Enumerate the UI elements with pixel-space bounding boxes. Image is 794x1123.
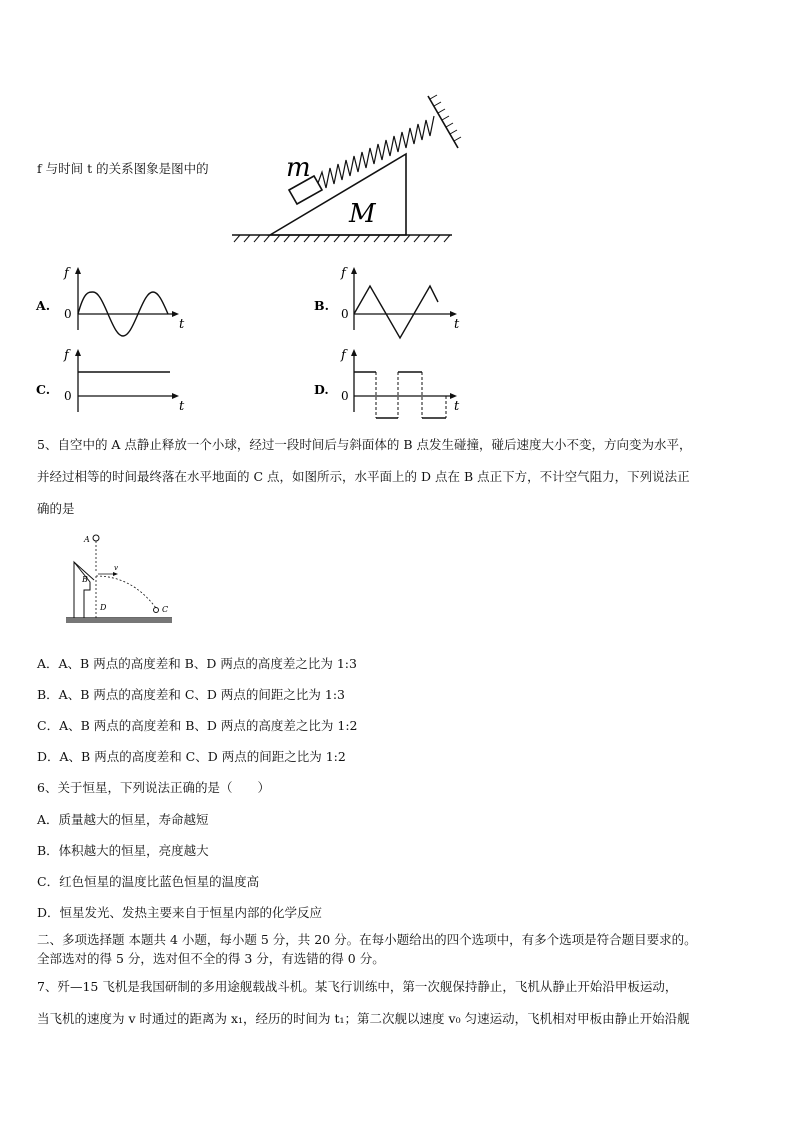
graph-C [36,348,196,416]
svg-text:A.: A. [36,298,51,313]
svg-text:v: v [114,564,118,572]
label-m: m [286,153,311,183]
incline-spring-figure [0,0,794,260]
svg-text:t: t [179,399,185,414]
svg-text:f: f [64,266,69,281]
section2-line-2: 全部选对的得 5 分，选对但不全的得 3 分，有选错的得 0 分。 [37,951,385,966]
q7-line-1: 7、歼—15 飞机是我国研制的多用途舰载战斗机。某飞行训练中，第一次舰保持静止，飞机从静止开始沿甲板运动， [37,979,678,994]
svg-text:f: f [64,348,69,363]
svg-text:0: 0 [64,307,72,321]
svg-text:t: t [179,317,185,332]
q5-line-1: 5、自空中的 A 点静止释放一个小球，经过一段时间后与斜面体的 B 点发生碰撞，碰后速度大小不变，方向变为水平， [37,437,692,452]
q5-line-3: 确的是 [37,501,75,516]
svg-text:D: D [100,603,107,612]
q5-option-c: C．A、B 两点的高度差和 B、D 两点的高度差之比为 1:2 [37,718,358,733]
label-M: M [349,199,376,229]
square-wave [354,372,446,418]
q5-figure [60,530,180,640]
q6-option-c: C．红色恒星的温度比蓝色恒星的温度高 [37,874,260,889]
q6-option-b: B．体积越大的恒星，亮度越大 [37,843,209,858]
q6-option-a: A．质量越大的恒星，寿命越短 [37,812,209,827]
q6-option-d: D．恒星发光、发热主要来自于恒星内部的化学反应 [37,905,323,920]
graph-B [314,266,474,334]
intro-text: f 与时间 t 的关系图象是图中的 [37,161,209,176]
svg-text:f: f [341,348,346,363]
svg-text:C.: C. [36,382,51,397]
graph-D [314,348,474,420]
q5-option-d: D．A、B 两点的高度差和 C、D 两点的间距之比为 1:2 [37,749,346,764]
q7-line-2: 当飞机的速度为 v 时通过的距离为 x₁，经历的时间为 t₁；第二次舰以速度 v₀ 匀速运动，飞机相对甲板由静止开始沿舰 [37,1011,690,1026]
q5-line-2: 并经过相等的时间最终落在水平地面的 C 点，如图所示，水平面上的 D 点在 B 点正下方，不计空气阻力，下列说法正 [37,469,690,484]
svg-text:A: A [84,535,90,544]
graph-A [36,266,196,334]
svg-text:B: B [82,575,88,584]
svg-text:f: f [341,266,346,281]
svg-text:t: t [454,317,460,332]
svg-text:C: C [162,605,169,614]
q6-stem: 6、关于恒星，下列说法正确的是（ ） [37,780,270,795]
svg-text:0: 0 [341,307,349,321]
svg-text:D.: D. [314,382,329,397]
triangle-wave [354,286,438,338]
svg-text:t: t [454,399,460,414]
section2-line-1: 二、多项选择题 本题共 4 小题，每小题 5 分，共 20 分。在每小题给出的四个选项中，有多个选项是符合题目要求的。 [37,932,697,947]
q5-option-b: B．A、B 两点的高度差和 C、D 两点的间距之比为 1:3 [37,687,345,702]
svg-text:B.: B. [314,298,329,313]
svg-text:0: 0 [341,389,349,403]
svg-text:0: 0 [64,389,72,403]
q5-option-a: A．A、B 两点的高度差和 B、D 两点的高度差之比为 1:3 [37,656,357,671]
